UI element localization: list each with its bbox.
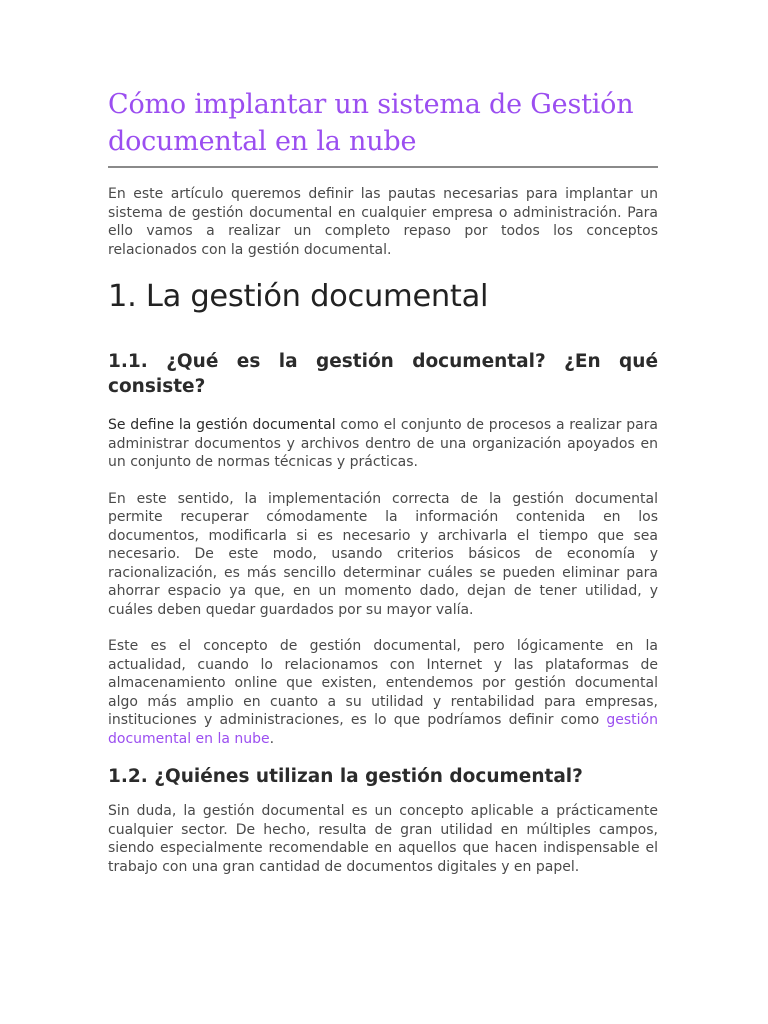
concept-text: Este es el concepto de gestión documental, pero lógicamente en la actualidad, cuando lo relacionamos con Internet y las plataformas de almacenamiento online que existen, entendemos por gestión documental algo más amplio en cuanto a su utilidad y rentabilidad para empresas, instituciones y administraciones, es lo que podríamos definir como	[108, 638, 658, 728]
users-paragraph: Sin duda, la gestión documental es un concepto aplicable a prácticamente cualquier sector. De hecho, resulta de gran utilidad en múltiples campos, siendo especialmente recomendable en aquellos que hacen indispensable el trabajo con una gran cantidad de documentos digitales y en papel.	[108, 803, 658, 875]
definition-lead: Se define la gestión documental	[108, 417, 336, 433]
document-page	[108, 86, 658, 876]
cloud-document-link[interactable]: gestión documental en la nube	[108, 712, 658, 747]
document-title: Cómo implantar un sistema de Gestión documental en la nube	[108, 86, 658, 168]
definition-paragraph	[108, 416, 658, 472]
section-1-2-heading: 1.2. ¿Quiénes utilizan la gestión documental?	[108, 766, 583, 787]
definition-rest: como el conjunto de procesos a realizar para administrar documentos y archivos dentro de una organización apoyados en un conjunto de normas técnicas y prácticas.	[108, 417, 658, 470]
intro-paragraph: En este artículo queremos definir las pautas necesarias para implantar un sistema de gestión documental en cualquier empresa o administración. Para ello vamos a realizar un completo repaso por todos los conceptos relacionados con la gestión documental.	[108, 186, 658, 258]
implementation-paragraph: En este sentido, la implementación correcta de la gestión documental permite recuperar cómodamente la información contenida en los documentos, modificarla si es necesario y archivarla el tiempo que sea necesario. De este modo, usando criterios básicos de economía y racionalización, es más sencillo determinar cuáles se pueden eliminar para ahorrar espacio ya que, en un momento dado, dejan de tener utilidad, y cuáles deben quedar guardados por su mayor valía.	[108, 490, 658, 618]
section-1-heading: 1. La gestión documental	[108, 279, 489, 314]
concept-paragraph	[108, 637, 658, 748]
concept-end: .	[269, 730, 275, 747]
section-1-1-heading: 1.1. ¿Qué es la gestión documental? ¿En qué consiste?	[108, 351, 658, 397]
